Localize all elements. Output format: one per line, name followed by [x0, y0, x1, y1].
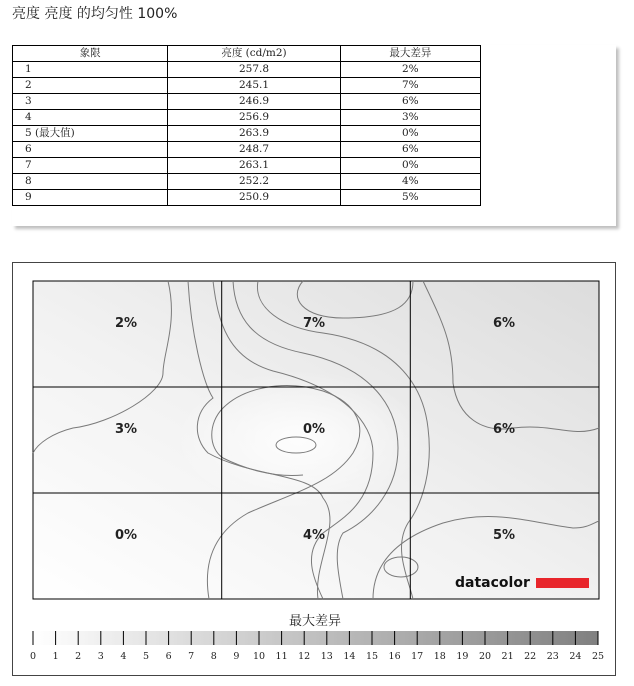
cell-quadrant: 3: [13, 94, 168, 110]
cell-max-difference: 3%: [340, 110, 480, 126]
legend-tick-label: 3: [97, 651, 104, 662]
legend-tick-label: 6: [165, 651, 172, 662]
table-row: [13, 126, 481, 142]
legend-tick-label: 0: [29, 651, 37, 662]
cell-quadrant: 5 (最大值): [13, 126, 168, 142]
cell-max-difference: 7%: [340, 78, 480, 94]
cell-luminance: 245.1: [168, 78, 340, 94]
heatmap-plot: [33, 281, 599, 599]
uniformity-table: [12, 45, 481, 206]
cell-label-6: 6%: [492, 422, 516, 437]
cell-label-2: 7%: [302, 316, 326, 331]
cell-quadrant: 1: [13, 62, 168, 78]
legend-tick-label: 13: [320, 651, 333, 662]
legend-tick-label: 18: [433, 651, 446, 662]
legend-tick-label: 22: [524, 651, 537, 662]
cell-max-difference: 5%: [340, 190, 480, 206]
legend-tick-label: 15: [365, 651, 379, 662]
table-header-row: [13, 46, 481, 62]
legend-tick-label: 9: [233, 651, 240, 662]
table-row: [13, 142, 481, 158]
legend-labels: [30, 651, 604, 662]
table-row: [13, 174, 481, 190]
legend-color-bar: [33, 631, 598, 645]
cell-luminance: 246.9: [168, 94, 340, 110]
brand-bar: [536, 578, 589, 588]
brand-text: datacolor: [455, 575, 530, 591]
legend-tick-label: 16: [388, 651, 401, 662]
uniformity-heatmap-svg: [13, 263, 615, 675]
table-row: [13, 94, 481, 110]
legend-tick-label: 17: [411, 651, 424, 662]
cell-luminance: 256.9: [168, 110, 340, 126]
column-header-quadrant: 象限: [13, 46, 168, 62]
cell-label-8: 4%: [302, 528, 326, 543]
cell-max-difference: 6%: [340, 94, 480, 110]
table-row: [13, 62, 481, 78]
table-row: [13, 110, 481, 126]
cell-max-difference: 0%: [340, 158, 480, 174]
uniformity-table-card: [12, 45, 616, 226]
legend-tick-label: 25: [591, 651, 605, 662]
cell-max-difference: 0%: [340, 126, 480, 142]
column-header-luminance: 亮度 (cd/m2): [168, 46, 340, 62]
table-row: [13, 190, 481, 206]
legend-tick-label: 24: [569, 651, 582, 662]
cell-luminance: 263.1: [168, 158, 340, 174]
table-row: [13, 78, 481, 94]
legend: [30, 613, 604, 662]
legend-tick-label: 23: [546, 651, 559, 662]
legend-tick-label: 1: [52, 651, 59, 662]
legend-tick-label: 20: [478, 651, 492, 662]
legend-title: 最大差异: [288, 614, 342, 629]
cell-luminance: 252.2: [168, 174, 340, 190]
cell-quadrant: 2: [13, 78, 168, 94]
cell-quadrant: 8: [13, 174, 168, 190]
cell-label-5: 0%: [302, 422, 326, 437]
cell-max-difference: 2%: [340, 62, 480, 78]
uniformity-chart-card: [12, 262, 616, 676]
cell-quadrant: 6: [13, 142, 168, 158]
legend-tick-label: 8: [210, 651, 217, 662]
table-row: [13, 158, 481, 174]
legend-tick-label: 4: [120, 651, 127, 662]
legend-tick-label: 10: [252, 651, 266, 662]
cell-label-9: 5%: [492, 528, 516, 543]
cell-quadrant: 4: [13, 110, 168, 126]
cell-max-difference: 6%: [340, 142, 480, 158]
cell-label-4: 3%: [114, 422, 138, 437]
legend-tick-label: 12: [298, 651, 311, 662]
cell-luminance: 257.8: [168, 62, 340, 78]
legend-tick-label: 11: [275, 651, 288, 662]
legend-tick-label: 2: [75, 651, 82, 662]
cell-luminance: 263.9: [168, 126, 340, 142]
cell-label-3: 6%: [492, 316, 516, 331]
legend-tick-label: 14: [343, 651, 356, 662]
cell-max-difference: 4%: [340, 174, 480, 190]
legend-tick-label: 19: [456, 651, 469, 662]
cell-label-1: 2%: [114, 316, 138, 331]
legend-tick-label: 7: [188, 651, 195, 662]
cell-luminance: 250.9: [168, 190, 340, 206]
cell-label-7: 0%: [114, 528, 138, 543]
column-header-max-difference: 最大差异: [340, 46, 480, 62]
cell-quadrant: 7: [13, 158, 168, 174]
page-title: 亮度 亮度 的均匀性 100%: [12, 6, 178, 22]
cell-luminance: 248.7: [168, 142, 340, 158]
legend-tick-label: 5: [142, 651, 150, 662]
legend-tick-label: 21: [501, 651, 514, 662]
cell-quadrant: 9: [13, 190, 168, 206]
